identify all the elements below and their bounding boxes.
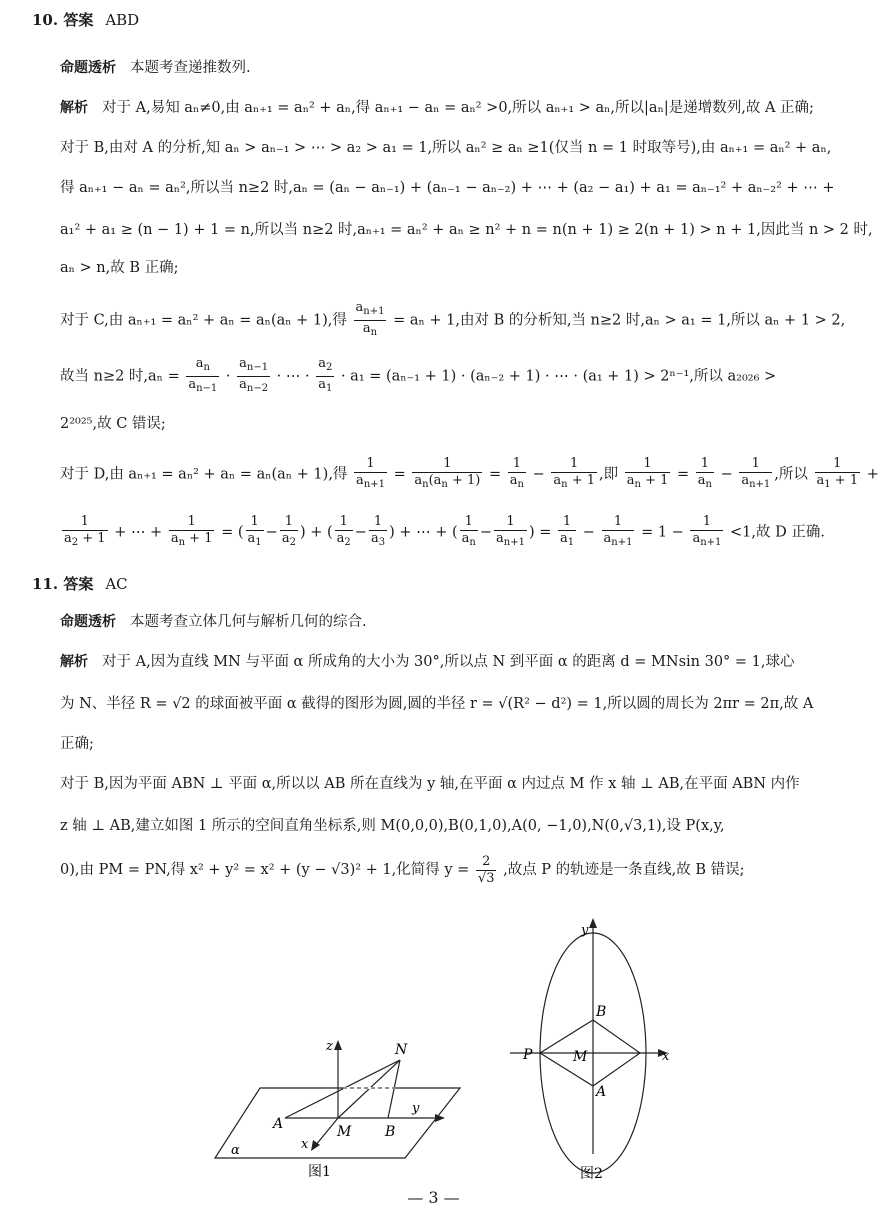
q11-solution-line-3: 正确; xyxy=(60,736,94,752)
q10-solution-line-2: 对于 B,由对 A 的分析,知 aₙ > aₙ₋₁ > ⋯ > a₂ > a₁ = 1,所以 aₙ² ≥ aₙ ≥1(仅当 n = 1 时取等号),由 aₙ₊₁ = aₙ² + aₙ, xyxy=(60,140,832,156)
figure-2-diagram xyxy=(505,912,690,1184)
label-alpha: α xyxy=(231,1143,240,1158)
label-y: y xyxy=(412,1101,420,1116)
figure-1 xyxy=(205,1030,475,1190)
q10-solution-line-9: 对于 D,由 aₙ₊₁ = aₙ² + aₙ = aₙ(aₙ + 1),得 $\frac{1}{a_{n+1}}$ = $\frac{1}{a_n(a_n + 1)}$ = $\frac{1}{a_n}$ − $\frac{1}{a_n + 1}$ ,即 $\frac{1}{a_n + 1}$ = $\frac{1}{a_n}$ − $\frac{1}{a_{n+1}}$ ,所以 $\frac{1}{a_1 + 1}$ + xyxy=(60,456,879,490)
q11-solution-line-2: 为 N、半径 R = √2 的球面被平面 α 截得的图形为圆,圆的半径 r = √(R² − d²) = 1,所以圆的周长为 2πr = 2π,故 A xyxy=(60,696,814,712)
fraction-an1-over-an: $\frac{a_{n+1}}{a_n}$ xyxy=(355,300,385,338)
figure-2 xyxy=(505,912,690,1184)
label-z: z xyxy=(326,1039,333,1054)
q11-solution-line-6: 0),由 PM = PN,得 x² + y² = x² + (y − √3)² + 1,化简得 y = $\frac{2}{√3}$ ,故点 P 的轨迹是一条直线,故 B 错误; xyxy=(60,853,745,886)
q10-solution-line-6: 对于 C,由 aₙ₊₁ = aₙ² + aₙ = aₙ(aₙ + 1),得 $\frac{a_{n+1}}{a_n}$ = aₙ + 1,由对 B 的分析知,当 n≥2 时,aₙ > a₁ = 1,所以 aₙ + 1 > 2, xyxy=(60,300,827,341)
q11-solution-line-4: 对于 B,因为平面 ABN ⊥ 平面 α,所以以 AB 所在直线为 y 轴,在平面 α 内过点 M 作 x 轴 ⊥ AB,在平面 ABN 内作 xyxy=(60,776,800,792)
figure-2-caption: 图2 xyxy=(580,1166,603,1182)
q11-solution-line-5: z 轴 ⊥ AB,建立如图 1 所示的空间直角坐标系,则 M(0,0,0),B(0,1,0),A(0, −1,0),N(0,√3,1),设 P(x,y, xyxy=(60,818,725,834)
q10-solution-line-10: $\frac{1}{a_2 + 1}$ + ⋯ + $\frac{1}{a_n + 1}$ = ( $\frac{1}{a_1}$ − $\frac{1}{a_2}$ ) + ( $\frac{1}{a_2}$ − $\frac{1}{a_3}$ ) + ⋯ + ( $\frac{1}{a_n}$ − $\frac{1}{a_{n+1}}$ ) = $\frac{1}{a_1}$ − $\frac{1}{a_{n+1}}$ = 1 − $\frac{1}{a_{n+1}}$ <1,故 D 正确. xyxy=(64,514,825,548)
label-x: x xyxy=(662,1049,670,1064)
label-M: M xyxy=(573,1049,588,1065)
label-B: B xyxy=(385,1124,396,1140)
label-A: A xyxy=(596,1084,607,1100)
page-number: — 3 — xyxy=(407,1188,460,1207)
q10-solution-line-1: 解析 对于 A,易知 aₙ≠0,由 aₙ₊₁ = aₙ² + aₙ,得 aₙ₊₁ − aₙ = aₙ² >0,所以 aₙ₊₁ > aₙ,所以|aₙ|是递增数列,故 A 正确; xyxy=(60,100,814,116)
q11-analysis: 命题透析 本题考查立体几何与解析几何的综合. xyxy=(60,614,367,630)
q11-answer: AC xyxy=(105,575,128,593)
y-axis-arrow xyxy=(435,1114,445,1122)
label-y: y xyxy=(581,923,589,938)
label-P: P xyxy=(523,1047,533,1063)
q10-solution-line-7: 故当 n≥2 时,aₙ = $\frac{a_n}{a_{n-1}}$ · $\frac{a_{n-1}}{a_{n-2}}$ · ⋯ · $\frac{a_2}{a_1}$ · a₁ = (aₙ₋₁ + 1) · (aₙ₋₂ + 1) · ⋯ · (a₁ + 1) > 2ⁿ⁻¹,所以 a₂₀₂₆ > xyxy=(60,356,777,394)
q10-solution-line-5: aₙ > n,故 B 正确; xyxy=(60,260,179,276)
q11-heading: 11. 答案 AC xyxy=(32,575,128,593)
q10-solution-line-4: a₁² + a₁ ≥ (n − 1) + 1 = n,所以当 n≥2 时,aₙ₊₁ = aₙ² + aₙ ≥ n² + n = n(n + 1) ≥ 2(n + 1) > n + 1,因此当 n > 2 时, xyxy=(60,222,873,238)
label-N: N xyxy=(395,1042,408,1058)
x-axis xyxy=(315,1118,338,1146)
q10-heading: 10. 答案 ABD xyxy=(32,11,140,29)
label-A: A xyxy=(273,1116,284,1132)
z-axis-arrow xyxy=(334,1040,342,1050)
q10-solution-line-8: 2²⁰²⁵,故 C 错误; xyxy=(60,416,166,432)
q11-solution-line-1: 解析 对于 A,因为直线 MN 与平面 α 所成角的大小为 30°,所以点 N 到平面 α 的距离 d = MNsin 30° = 1,球心 xyxy=(60,654,795,670)
label-B: B xyxy=(596,1004,607,1020)
y-axis-arrow xyxy=(589,918,597,928)
label-x: x xyxy=(301,1137,309,1152)
figure-1-caption: 图1 xyxy=(308,1164,331,1180)
q10-analysis: 命题透析 本题考查递推数列. xyxy=(60,60,251,76)
label-M: M xyxy=(337,1124,352,1140)
q10-answer: ABD xyxy=(105,11,140,29)
figure-1-diagram xyxy=(205,1030,475,1190)
q10-solution-line-3: 得 aₙ₊₁ − aₙ = aₙ²,所以当 n≥2 时,aₙ = (aₙ − aₙ₋₁) + (aₙ₋₁ − aₙ₋₂) + ⋯ + (a₂ − a₁) + a₁ = aₙ₋₁² + aₙ₋₂² + ⋯ + xyxy=(60,180,835,196)
